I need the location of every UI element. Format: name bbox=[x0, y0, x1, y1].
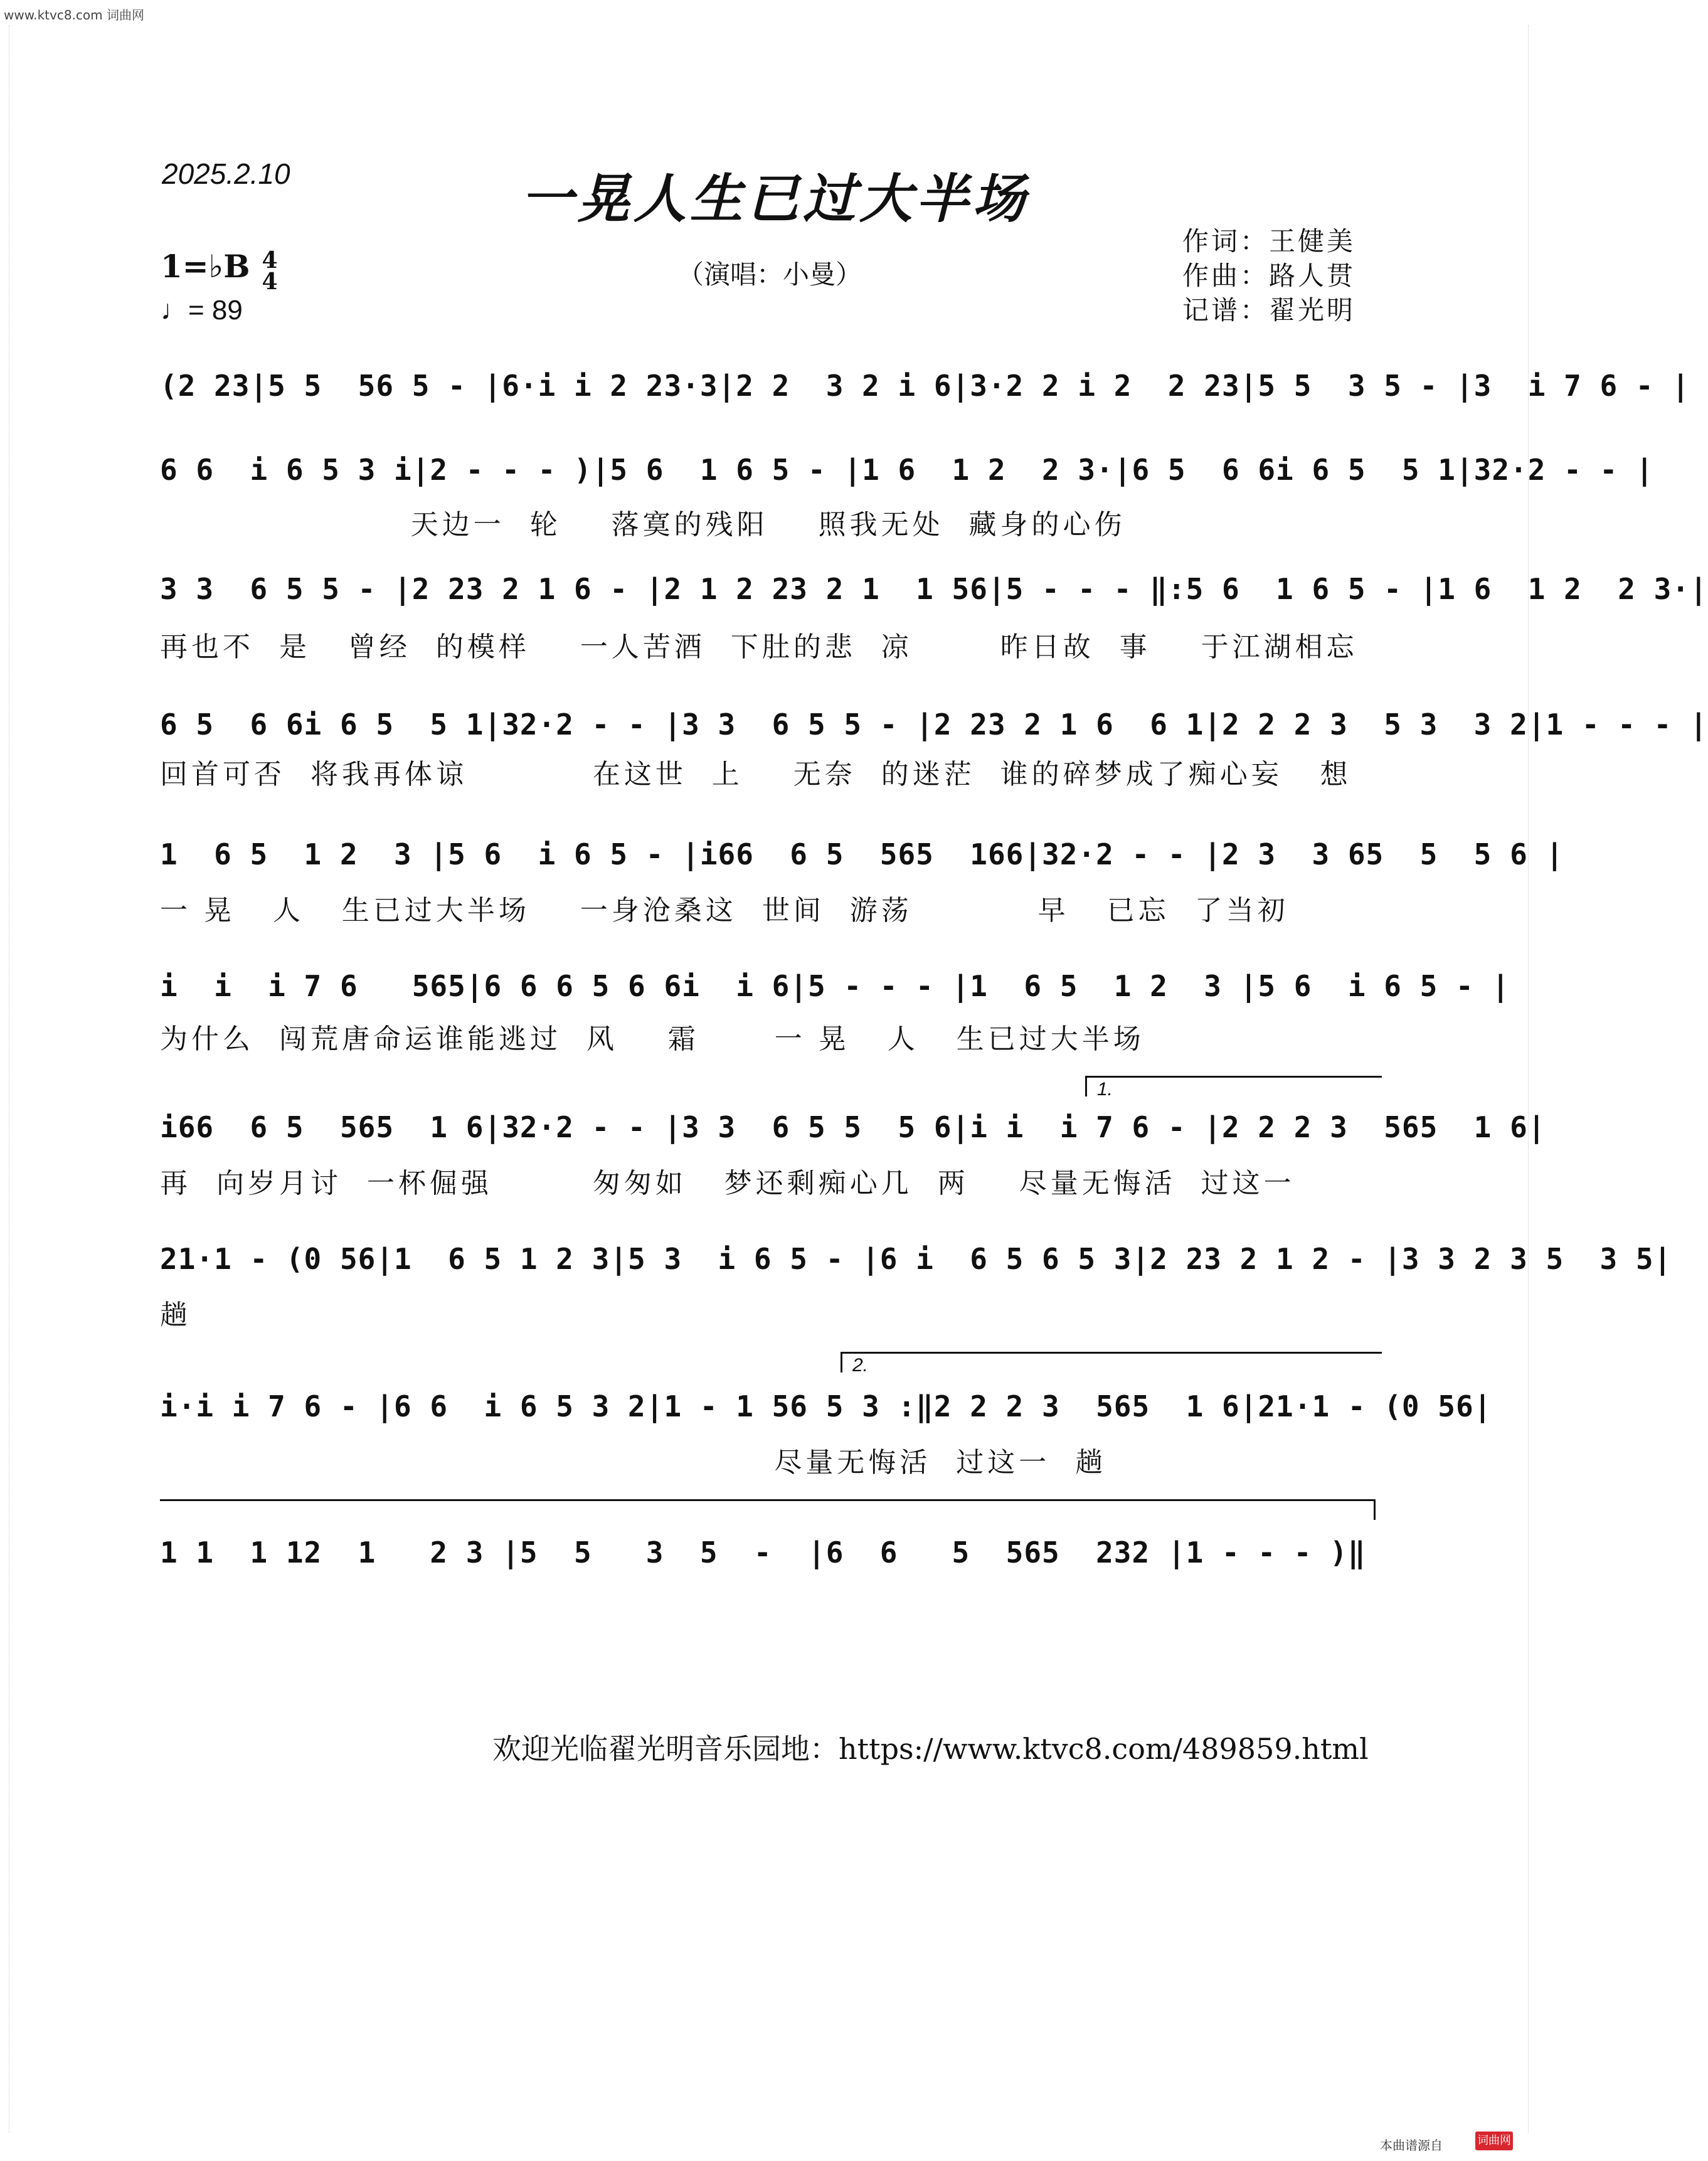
notation-line-8: 21·1 - (0 56|1 6 5 1 2 3|5 3 i 6 5 - |6 i 6 5 6 5 3|2 23 2 1 2 - |3 3 2 3 5 3 5| bbox=[160, 1242, 1672, 1276]
song-title: 一晃人生已过大半场 bbox=[521, 168, 1029, 230]
notation-line-3: 3 3 6 5 5 - |2 23 2 1 6 - |2 1 2 23 2 1 1 56|5 - - - ‖:5 6 1 6 5 - |1 6 1 2 2 3·| bbox=[160, 572, 1708, 606]
singer-credit: （演唱：小曼） bbox=[677, 259, 862, 290]
footer-credit: 欢迎光临翟光明音乐园地：https://www.ktvc8.com/489859.html bbox=[492, 1732, 1369, 1766]
lyricist-credit: 作词：王健美 bbox=[1182, 226, 1356, 257]
volta-bracket-2 bbox=[841, 1352, 1382, 1376]
time-signature-top: 4 bbox=[262, 247, 278, 273]
lyric-line-9: 尽量无悔活 过这一 趟 bbox=[160, 1447, 1107, 1479]
transcriber-credit: 记谱：翟光明 bbox=[1182, 295, 1356, 326]
notation-line-5: 1 6 5 1 2 3 |5 6 i 6 5 - |i66 6 5 565 166|32·2 - - |2 3 3 65 5 5 6 | bbox=[160, 837, 1564, 871]
notation-line-6: i i i 7 6 565|6 6 6 5 6 6i i 6|5 - - - |1 6 5 1 2 3 |5 6 i 6 5 - | bbox=[160, 969, 1510, 1003]
notation-line-9: i·i i 7 6 - |6 6 i 6 5 3 2|1 - 1 56 5 3 :‖2 2 2 3 565 1 6|21·1 - (0 56| bbox=[160, 1389, 1492, 1423]
lyric-line-8: 趟 bbox=[160, 1299, 191, 1331]
site-watermark-bar bbox=[0, 0, 1537, 25]
coda-bracket bbox=[160, 1499, 1376, 1520]
notation-line-1: (2 23|5 5 56 5 - |6·i i 2 23·3|2 2 3 2 i 6|3·2 2 i 2 2 23|5 5 3 5 - |3 i 7 6 - | bbox=[160, 369, 1690, 403]
source-caption: 本曲谱源自 bbox=[1380, 2138, 1443, 2153]
lyric-line-2: 天边一 轮 落寞的残阳 照我无处 藏身的心伤 bbox=[160, 509, 1126, 541]
site-watermark: www.ktvc8.com 词曲网 bbox=[4, 8, 145, 23]
time-signature bbox=[257, 247, 282, 295]
volta-label-1: 1. bbox=[1097, 1079, 1113, 1100]
time-signature-bottom: 4 bbox=[262, 268, 278, 295]
composer-credit: 作曲：路人贯 bbox=[1182, 260, 1356, 291]
notation-line-4: 6 5 6 6i 6 5 5 1|32·2 - - |3 3 6 5 5 - |2 23 2 1 6 6 1|2 2 2 3 5 3 3 2|1 - - - | bbox=[160, 708, 1708, 741]
lyric-line-7: 再 向岁月讨 一杯倔强 匆匆如 梦还剩痴心几 两 尽量无悔活 过这一 bbox=[160, 1167, 1295, 1199]
key-signature: 1=♭B bbox=[161, 248, 250, 285]
score-date: 2025.2.10 bbox=[162, 157, 290, 190]
lyric-line-3: 再也不 是 曾经 的模样 一人苦酒 下肚的悲 凉 昨日故 事 于江湖相忘 bbox=[160, 631, 1358, 663]
notation-line-7: i66 6 5 565 1 6|32·2 - - |3 3 6 5 5 5 6|i i i 7 6 - |2 2 2 3 565 1 6| bbox=[160, 1110, 1546, 1144]
notation-line-2: 6 6 i 6 5 3 i|2 - - - )|5 6 1 6 5 - |1 6 1 2 2 3·|6 5 6 6i 6 5 5 1|32·2 - - | bbox=[160, 453, 1654, 487]
left-edge-strip bbox=[0, 25, 9, 2133]
lyric-line-6: 为什么 闯荒唐命运谁能逃过 风 霜 一 晃 人 生已过大半场 bbox=[160, 1023, 1145, 1055]
lyric-line-4: 回首可否 将我再体谅 在这世 上 无奈 的迷茫 谁的碎梦成了痴心妄 想 bbox=[160, 758, 1352, 790]
volta-label-2: 2. bbox=[852, 1355, 869, 1376]
volta-bracket-1 bbox=[1085, 1076, 1382, 1100]
tempo-marking: ♩= 89 bbox=[161, 295, 243, 326]
site-logo-badge[interactable]: 词曲网 bbox=[1475, 2132, 1513, 2150]
lyric-line-5: 一 晃 人 生已过大半场 一身沧桑这 世间 游荡 早 已忘 了当初 bbox=[160, 895, 1289, 927]
notation-line-10: 1 1 1 12 1 2 3 |5 5 3 5 - |6 6 5 565 232 |1 - - - )‖ bbox=[160, 1536, 1366, 1569]
right-edge-strip bbox=[1528, 25, 1537, 2133]
